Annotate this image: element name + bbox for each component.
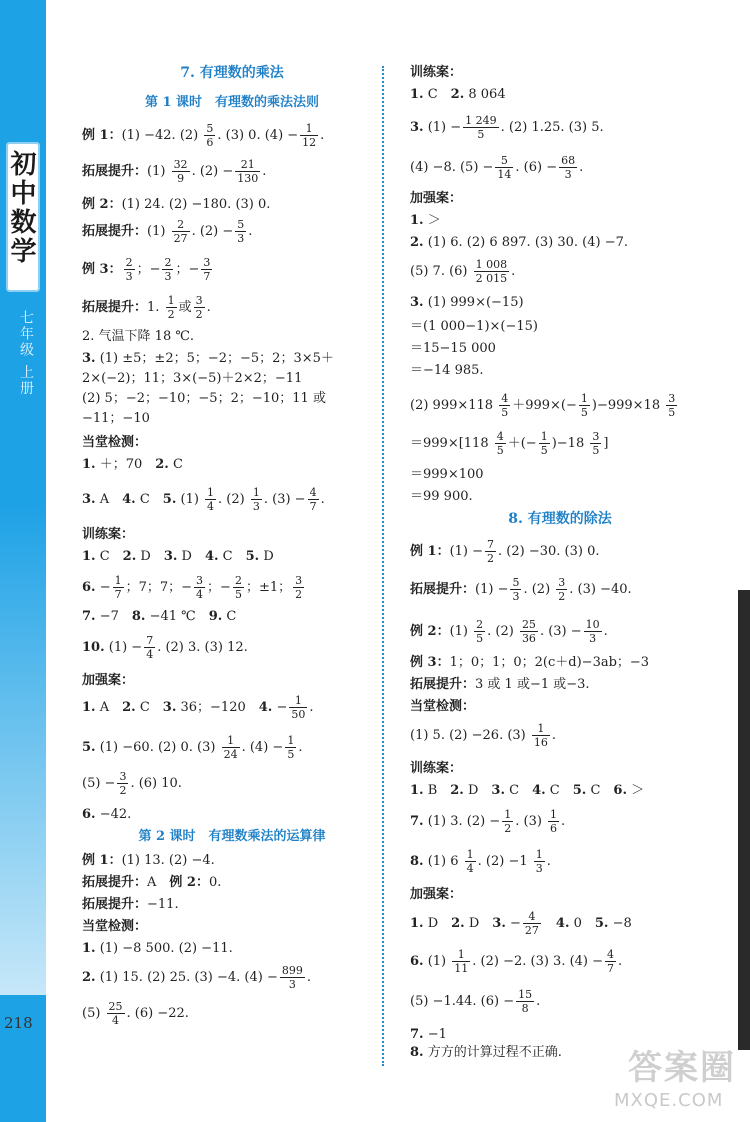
answer-line: 例 1：(1) 13. (2) −4. — [82, 853, 215, 868]
page-number: 218 — [4, 1014, 33, 1032]
answer-line: 1. ＞ — [410, 213, 441, 228]
answer-line: (5) − $\frac{3}{2}$ . (6) 10. — [82, 770, 182, 797]
answer-line: ＝15−15 000 — [410, 341, 496, 356]
answer-line: 8. (1) 6 $\frac{1}{4}$ . (2) −1 $\frac{1}{3}$ . — [410, 848, 551, 875]
answer-line: 3. (1) ±5；±2；5；−2；−5；2；3×5＋ — [82, 351, 334, 366]
answer-line: ＝(1 000−1)×(−15) — [410, 319, 538, 334]
answer-line: 拓展提升：(1) $\frac{32}{9}$ . (2) − $\frac{21}{130}$ . — [82, 158, 267, 185]
section-title: 7. 有理数的乘法 — [180, 65, 284, 81]
answer-line: 1. C 2. 8 064 — [410, 87, 506, 102]
answer-line: 训练案： — [410, 761, 463, 776]
answer-line: 2. 气温下降 18 ℃. — [82, 329, 195, 344]
answer-line: 例 1：(1) − $\frac{7}{2}$ . (2) −30. (3) 0. — [410, 538, 600, 565]
answer-line: 1. B 2. D 3. C 4. C 5. C 6. ＞ — [410, 783, 645, 798]
answer-line: 10. (1) − $\frac{7}{4}$ . (2) 3. (3) 12. — [82, 634, 248, 661]
watermark-text: 答案圈 — [628, 1048, 736, 1088]
answer-line: 6. − $\frac{1}{7}$ ；7；7；− $\frac{3}{4}$ ；− $\frac{2}{5}$ ；±1； $\frac{3}{2}$ — [82, 574, 303, 601]
answer-line: ＝−14 985. — [410, 363, 484, 378]
answer-line: 3. A 4. C 5. (1) $\frac{1}{4}$ . (2) $\frac{1}{3}$ . (3) − $\frac{4}{7}$ . — [82, 486, 325, 513]
answer-line: 2. (1) 6. (2) 6 897. (3) 30. (4) −7. — [410, 235, 629, 250]
spine-fade — [0, 505, 46, 995]
answer-line: 7. −1 — [410, 1027, 447, 1042]
answer-line: 拓展提升：1. $\frac{1}{2}$ 或 $\frac{3}{2}$ . — [82, 294, 211, 321]
answer-line: 训练案： — [410, 65, 463, 80]
grade-label: 七年级 上册 — [18, 310, 34, 397]
answer-line: 例 1：(1) −42. (2) $\frac{5}{6}$ . (3) 0. (4) − $\frac{1}{12}$ . — [82, 122, 325, 149]
answer-line: 当堂检测： — [410, 699, 476, 714]
answer-line: ＝999×100 — [410, 467, 484, 482]
answer-line: (2) 999×118 $\frac{4}{5}$ ＋999×(− $\frac{1}{5}$ )−999×18 $\frac{3}{5}$ — [410, 392, 676, 419]
watermark-logo — [598, 1040, 748, 1118]
answer-line: (5) −1.44. (6) − $\frac{15}{8}$ . — [410, 988, 541, 1015]
answer-line: 拓展提升：A 例 2：0. — [82, 875, 222, 890]
answer-line: 当堂检测： — [82, 435, 148, 450]
lesson-title: 第 1 课时 有理数的乘法法则 — [144, 95, 320, 110]
column-divider — [382, 66, 384, 1066]
page-edge-shadow — [738, 590, 750, 1050]
section-title: 8. 有理数的除法 — [508, 511, 612, 527]
answer-line: 5. (1) −60. (2) 0. (3) $\frac{1}{24}$ . (4) − $\frac{1}{5}$ . — [82, 734, 303, 761]
answer-line: 拓展提升：(1) − $\frac{5}{3}$ . (2) $\frac{3}{2}$ . (3) −40. — [410, 576, 632, 603]
answer-line: 1. (1) −8 500. (2) −11. — [82, 941, 233, 956]
answer-line: 6. (1) $\frac{1}{11}$ . (2) −2. (3) 3. (4) − $\frac{4}{7}$ . — [410, 948, 623, 975]
answer-line: 7. (1) 3. (2) − $\frac{1}{2}$ . (3) $\frac{1}{6}$ . — [410, 808, 566, 835]
answer-line: 6. −42. — [82, 807, 132, 822]
answer-line: (5) 7. (6) $\frac{1 008}{2 015}$ . — [410, 258, 516, 285]
answer-line: (1) 5. (2) −26. (3) $\frac{1}{16}$ . — [410, 722, 557, 749]
answer-line: 1. ＋；70 2. C — [82, 457, 183, 472]
answer-line: 加强案： — [410, 191, 463, 206]
answer-line: 1. C 2. D 3. D 4. C 5. D — [82, 549, 274, 564]
answer-line: 例 3： $\frac{2}{3}$ ；− $\frac{2}{3}$ ；− $\frac{3}{7}$ — [82, 256, 211, 283]
answer-line: −11；−10 — [82, 411, 150, 426]
answer-line: 例 2：(1) $\frac{2}{5}$ . (2) $\frac{25}{36}$ . (3) − $\frac{10}{3}$ . — [410, 618, 608, 645]
answer-line: 例 3：1；0；1；0；2(c＋d)−3ab；−3 — [410, 655, 650, 670]
answer-line: 8. 方方的计算过程不正确. — [410, 1045, 562, 1060]
answer-line: 拓展提升：−11. — [82, 897, 179, 912]
book-title: 初中数学 — [6, 150, 36, 266]
answer-line: ＝99 900. — [410, 489, 473, 504]
answer-line: 1. A 2. C 3. 36；−120 4. − $\frac{1}{50}$ . — [82, 694, 314, 721]
answer-line: 2×(−2)；11；3×(−5)＋2×2；−11 — [82, 371, 303, 386]
answer-line: 拓展提升：3 或 1 或−1 或−3. — [410, 677, 590, 692]
answer-line: (5) $\frac{25}{4}$ . (6) −22. — [82, 1000, 189, 1027]
answer-line: (4) −8. (5) − $\frac{5}{14}$ . (6) − $\frac{68}{3}$ . — [410, 154, 584, 181]
answer-line: 例 2：(1) 24. (2) −180. (3) 0. — [82, 197, 271, 212]
answer-line: 3. (1) 999×(−15) — [410, 295, 524, 310]
answer-line: 加强案： — [82, 673, 135, 688]
answer-line: (2) 5；−2；−10；−5；2；−10；11 或 — [82, 391, 326, 406]
answer-line: 加强案： — [410, 887, 463, 902]
answer-line: 3. (1) − $\frac{1 249}{5}$ . (2) 1.25. (3) 5. — [410, 114, 604, 141]
lesson-title: 第 2 课时 有理数乘法的运算律 — [138, 829, 326, 844]
answer-line: 7. −7 8. −41 ℃ 9. C — [82, 609, 237, 624]
answer-line: 拓展提升：(1) $\frac{2}{27}$ . (2) − $\frac{5}{3}$ . — [82, 218, 253, 245]
answer-line: 1. D 2. D 3. − $\frac{4}{27}$ 4. 0 5. −8 — [410, 910, 632, 937]
answer-line: 训练案： — [82, 527, 135, 542]
answer-line: 当堂检测： — [82, 919, 148, 934]
answer-line: ＝999×[118 $\frac{4}{5}$ ＋(− $\frac{1}{5}$ )−18 $\frac{3}{5}$ ] — [410, 430, 609, 457]
watermark-url: MXQE.COM — [614, 1090, 724, 1111]
answer-line: 2. (1) 15. (2) 25. (3) −4. (4) − $\frac{899}{3}$ . — [82, 964, 311, 991]
